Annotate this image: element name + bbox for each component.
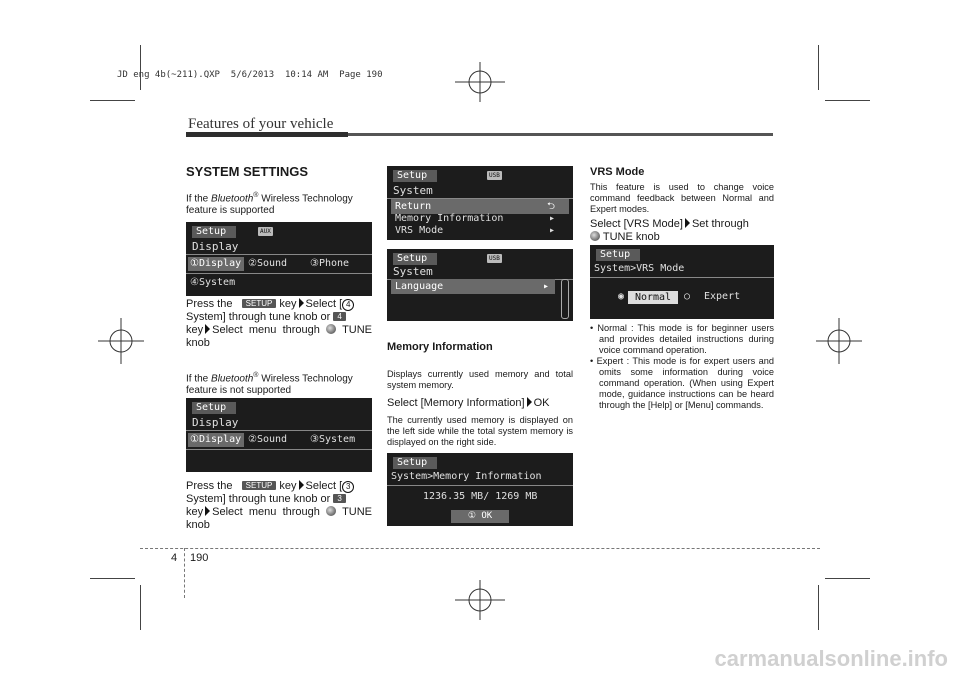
registration-target-bottom <box>455 580 505 620</box>
menu-row-memory: Memory Information ▸ <box>395 213 555 224</box>
system-screen-language <box>387 249 573 321</box>
crop-mark <box>140 45 141 90</box>
menu-item: ③System <box>310 434 356 445</box>
section-heading: SYSTEM SETTINGS <box>186 164 309 179</box>
arrow-icon <box>685 218 690 228</box>
screen-title: Display <box>192 416 239 429</box>
vrs-heading: VRS Mode <box>590 166 645 178</box>
memory-info-screen <box>387 453 573 526</box>
menu-row-vrs: VRS Mode ▸ <box>395 225 555 236</box>
column-1 <box>186 166 372 217</box>
screen-title: System <box>393 184 433 197</box>
header-rule <box>186 133 773 136</box>
menu-row-language: Language ▸ <box>391 279 555 294</box>
vrs-bullets <box>590 323 774 411</box>
radio-selected-icon: ◉ <box>618 291 625 302</box>
tune-knob-icon <box>326 506 336 516</box>
menu-item: ①Display <box>190 434 242 445</box>
crop-mark <box>818 585 819 630</box>
arrow-icon <box>299 480 304 490</box>
setup-tab: Setup <box>393 457 437 469</box>
setup-tab: Setup <box>192 402 236 414</box>
crop-mark <box>90 578 135 579</box>
screen-title: System>Memory Information <box>391 471 542 482</box>
menu-row-return: Return ⮌ <box>391 199 569 214</box>
bluetooth-supported-note: If the Bluetooth® Wireless Technology feature is supported <box>186 192 353 217</box>
setup-key-icon: SETUP <box>242 299 277 308</box>
crop-mark <box>140 585 141 630</box>
menu-item: ①Display <box>190 258 242 269</box>
menu-item: ②Sound <box>248 434 288 445</box>
vrs-instruction: Select [VRS Mode] Set through TUNE knob <box>590 218 749 243</box>
menu-item: ③Phone <box>310 258 350 269</box>
number-4-icon: 4 <box>342 299 354 311</box>
setup-tab: Setup <box>596 249 640 261</box>
footer-rule <box>140 548 820 549</box>
memory-detail: The currently used memory is displayed on the left side while the total system memory is displayed on the right side. <box>387 415 573 447</box>
crop-mark <box>90 100 135 101</box>
instruction-not-supported: Press the SETUP key Select [ 3 System] through tune knob or 3 key Select menu through TUNE knob <box>186 480 373 531</box>
setup-tab: Setup <box>393 253 437 265</box>
option-expert: Expert <box>704 291 741 302</box>
system-screen-menu <box>387 166 573 240</box>
arrow-icon <box>299 298 304 308</box>
registration-target-top <box>455 62 505 102</box>
option-normal: Normal <box>628 291 678 304</box>
usb-badge: USB <box>489 255 500 262</box>
registration-target-right <box>816 318 862 364</box>
section-title: Features of your vehicle <box>188 116 334 132</box>
menu-item: ②Sound <box>248 258 288 269</box>
number-3-icon: 3 <box>342 481 354 493</box>
menu-item: ④System <box>190 277 236 288</box>
setup-key-icon: SETUP <box>242 481 277 490</box>
memory-description: Displays currently used memory and total system memory. <box>387 369 573 390</box>
usb-badge: USB <box>489 172 500 179</box>
setup-screen-display <box>186 398 372 472</box>
instruction-supported: Press the SETUP key Select [ 4 System] through tune knob or 4 key Select menu through TUNE knob <box>186 298 373 349</box>
crop-mark <box>825 578 870 579</box>
arrow-icon <box>205 506 210 516</box>
ok-button: ① OK <box>451 510 509 523</box>
bullet-expert: • Expert : This mode is for expert users and omits some information during voice command operation. (When using Expert mode, guidance instructions can be heard through the [Help] or [Menu] commands. <box>590 356 774 410</box>
tune-knob-icon <box>326 324 336 334</box>
bullet-normal: • Normal : This mode is for beginner users and provides detailed instructions during voice command operation. <box>590 323 774 355</box>
arrow-icon <box>527 397 532 407</box>
setup-screen-aux <box>186 222 372 296</box>
section-number: 4 <box>171 552 178 564</box>
setup-tab: Setup <box>393 170 437 182</box>
job-line: JD eng 4b(~211).QXP 5/6/2013 10:14 AM Page 190 <box>117 70 383 80</box>
memory-instruction: Select [Memory Information] OK <box>387 397 550 409</box>
bluetooth-not-supported-note: If the Bluetooth® Wireless Technology feature is not supported <box>186 372 353 397</box>
memory-value: 1236.35 MB/ 1269 MB <box>423 491 538 502</box>
key-4-icon: 4 <box>333 312 345 321</box>
vrs-mode-screen <box>590 245 774 319</box>
arrow-icon <box>205 324 210 334</box>
crop-mark <box>825 100 870 101</box>
column-3 <box>590 166 774 244</box>
memory-heading: Memory Information <box>387 341 493 353</box>
tune-knob-icon <box>590 231 600 241</box>
screen-title: System <box>393 265 433 278</box>
column-2 <box>387 341 573 448</box>
page-number: 190 <box>190 552 209 564</box>
footer-divider <box>184 548 186 598</box>
screen-title: System>VRS Mode <box>594 263 685 274</box>
watermark: carmanualsonline.info <box>714 646 948 671</box>
setup-tab: Setup <box>192 226 236 238</box>
key-3-icon: 3 <box>333 494 345 503</box>
radio-empty-icon: ○ <box>684 291 691 302</box>
vrs-description: This feature is used to change voice command feedback between Normal and Expert modes. <box>590 182 774 214</box>
crop-mark <box>818 45 819 90</box>
scrollbar <box>561 279 569 319</box>
aux-badge: AUX <box>260 228 271 235</box>
registration-target-left <box>98 318 144 364</box>
screen-title: Display <box>192 240 239 253</box>
